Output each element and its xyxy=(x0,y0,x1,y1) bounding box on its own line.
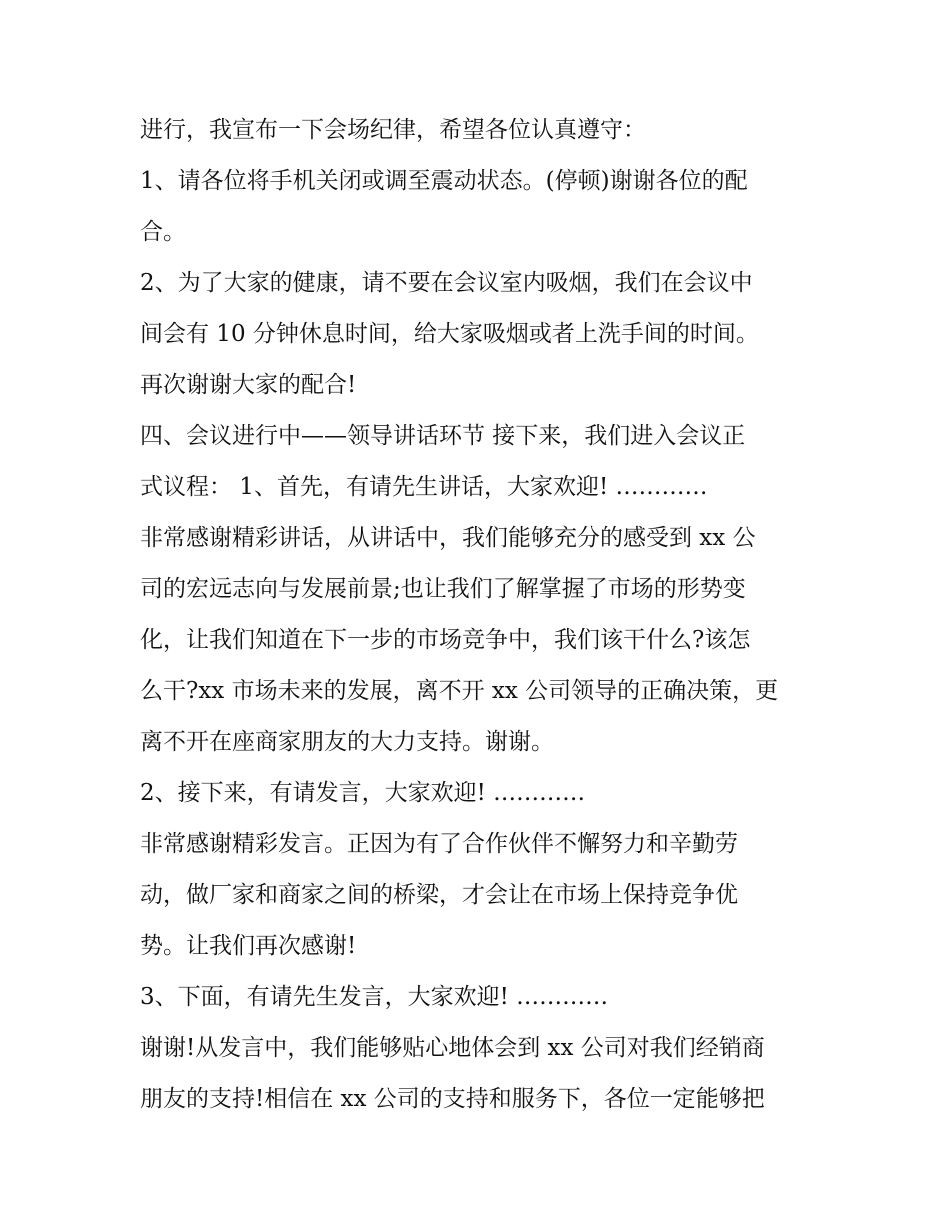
text-line: 四、会议进行中——领导讲话环节 接下来，我们进入会议正 xyxy=(140,423,746,449)
text-line: 3、下面，有请先生发言，大家欢迎! ………… xyxy=(140,984,609,1010)
text-line: 离不开在座商家朋友的大力支持。谢谢。 xyxy=(140,729,554,755)
text-line: 势。让我们再次感谢! xyxy=(140,933,357,959)
text-line: 化，让我们知道在下一步的市场竞争中，我们该干什么?该怎 xyxy=(140,627,751,653)
text-line: 式议程： 1、首先，有请先生讲话，大家欢迎! ………… xyxy=(140,474,708,500)
text-line: 间会有 10 分钟休息时间，给大家吸烟或者上洗手间的时间。 xyxy=(140,321,759,347)
text-line: 非常感谢精彩发言。正因为有了合作伙伴不懈努力和辛勤劳 xyxy=(140,831,738,857)
text-line: 司的宏远志向与发展前景;也让我们了解掌握了市场的形势变 xyxy=(140,576,746,602)
text-line: 2、为了大家的健康，请不要在会议室内吸烟，我们在会议中 xyxy=(140,270,753,296)
text-line: 再次谢谢大家的配合! xyxy=(140,372,357,398)
text-line: 1、请各位将手机关闭或调至震动状态。(停顿)谢谢各位的配 xyxy=(140,168,748,194)
text-line: 合。 xyxy=(140,219,186,245)
text-line: 谢谢!从发言中，我们能够贴心地体会到 xx 公司对我们经销商 xyxy=(140,1035,765,1061)
text-line: 动，做厂家和商家之间的桥梁，才会让在市场上保持竞争优 xyxy=(140,882,738,908)
document-body xyxy=(140,105,830,1125)
text-line: 2、接下来，有请发言，大家欢迎! ………… xyxy=(140,780,586,806)
text-line: 进行，我宣布一下会场纪律，希望各位认真遵守： xyxy=(140,117,646,143)
text-line: 么干?xx 市场未来的发展，离不开 xx 公司领导的正确决策，更 xyxy=(140,678,779,704)
text-line: 朋友的支持!相信在 xx 公司的支持和服务下，各位一定能够把 xyxy=(140,1086,765,1112)
text-line: 非常感谢精彩讲话，从讲话中，我们能够充分的感受到 xx 公 xyxy=(140,525,756,551)
